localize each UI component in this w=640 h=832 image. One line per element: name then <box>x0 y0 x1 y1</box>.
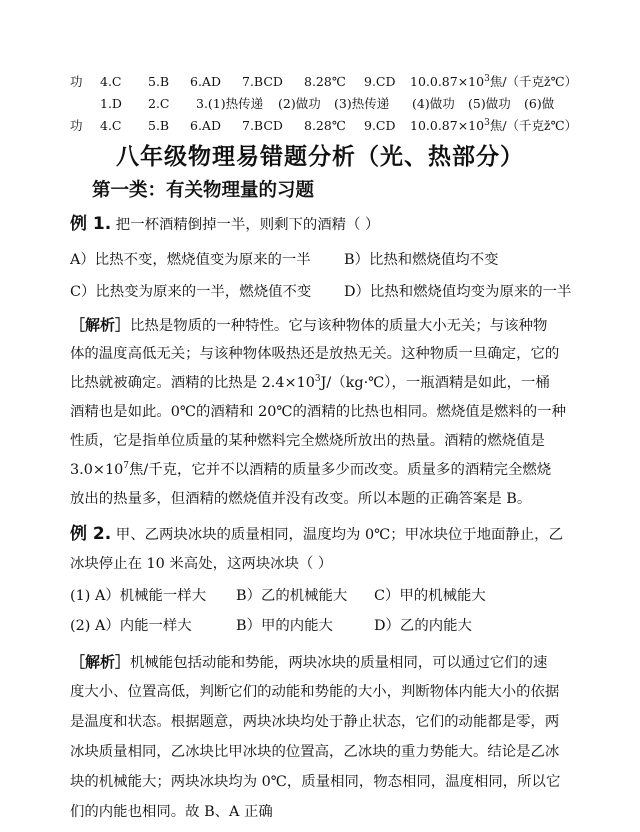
example-1-analysis-line: 性质，它是指单位质量的某种燃料完全燃烧所放出的热量。酒精的燃烧值是 <box>70 433 545 449</box>
example-1-analysis-line: $3.0\times 10^7$焦/千克，它并不以酒精的质量多少而改变。质量多的酒精完全燃烧 <box>70 461 552 478</box>
example-1-analysis-line: ［解析］比热是物质的一种特性。它与该种物体的质量大小无关；与该种物 <box>70 316 548 334</box>
example-1-analysis-line: 体的温度高低无关；与该种物体吸热还是放热无关。这种物质一旦确定，它的 <box>70 346 560 362</box>
example-1-analysis-line: 比热就被确定。酒精的比热是 $2.4\times 10^3J/(kg\cdot℃)$，一瓶酒精是如此，一桶 <box>70 374 550 391</box>
page-title: 八年级物理易错题分析（光、热部分） <box>116 144 524 170</box>
answer-row-1: 功 4.C 5.B 6.AD 7.BCD 8.28℃ 9.CD $10.0.87\times 10^3$焦/（千克ž℃） <box>70 73 578 89</box>
example-2-analysis-line: 度大小、位置高低，判断它们的动能和势能的大小，判断物体内能大小的依据 <box>70 684 560 700</box>
example-2-q2-option-a: (2) A）内能一样大 <box>70 618 192 634</box>
example-2-q1-option-b: B）乙的机械能大 <box>236 588 348 604</box>
example-2-q1-option-c: C）甲的机械能大 <box>374 588 486 604</box>
example-2-analysis-line: 们的内能也相同。故 B、A 正确 <box>70 804 273 820</box>
example-2-analysis-line: 是温度和状态。根据题意，两块冰块均处于静止状态，它们的动能都是零，两 <box>70 714 560 730</box>
example-2-question-cont: 冰块停止在 10 米高处，这两块冰块（ ） <box>70 556 333 572</box>
example-2-question: 例 2. 甲、乙两块冰块的质量相同，温度均为 0℃；甲冰块位于地面静止，乙 <box>70 524 563 544</box>
example-2-analysis-line: 块的机械能大；两块冰块均为 0℃，质量相同，物态相同，温度相同，所以它 <box>70 774 561 790</box>
example-1-option-d: D）比热和燃烧值均变为原来的一半 <box>344 284 572 300</box>
example-1-option-c: C）比热变为原来的一半，燃烧值不变 <box>70 284 312 300</box>
example-1-option-b: B）比热和燃烧值均不变 <box>344 252 499 268</box>
analysis-tag: ［解析］ <box>70 653 131 671</box>
answer-row-2: 1.D 2.C 3.(1)热传递 (2)做功 (3)热传递 (4)做功 (5)做功 (6)做 <box>100 96 555 111</box>
section-heading: 第一类：有关物理量的习题 <box>92 180 315 201</box>
example-1-option-a: A）比热不变，燃烧值变为原来的一半 <box>70 252 311 268</box>
answer-row-3: 功 4.C 5.B 6.AD 7.BCD 8.28℃ 9.CD $10.0.87\times 10^3$焦/（千克ž℃） <box>70 117 578 133</box>
example-1-analysis-line: 放出的热量多，但酒精的燃烧值并没有改变。所以本题的正确答案是 B。 <box>70 491 532 507</box>
analysis-tag: ［解析］ <box>70 316 131 334</box>
example-2-q1-option-a: (1) A）机械能一样大 <box>70 588 207 604</box>
example-1-analysis-line: 酒精也是如此。0℃的酒精和 20℃的酒精的比热也相同。燃烧值是燃料的一种 <box>70 404 566 420</box>
example-1-question: 例 1. 把一杯酒精倒掉一半，则剩下的酒精（ ） <box>70 214 380 234</box>
example-1-label: 例 1. <box>70 214 112 234</box>
example-2-label: 例 2. <box>70 524 112 544</box>
example-2-analysis-line: ［解析］机械能包括动能和势能，两块冰块的质量相同，可以通过它们的速 <box>70 653 548 671</box>
example-2-analysis-line: 冰块质量相同，乙冰块比甲冰块的位置高，乙冰块的重力势能大。结论是乙冰 <box>70 744 560 760</box>
example-2-q2-option-d: D）乙的内能大 <box>374 618 472 634</box>
example-2-q2-option-b: B）甲的内能大 <box>236 618 333 634</box>
